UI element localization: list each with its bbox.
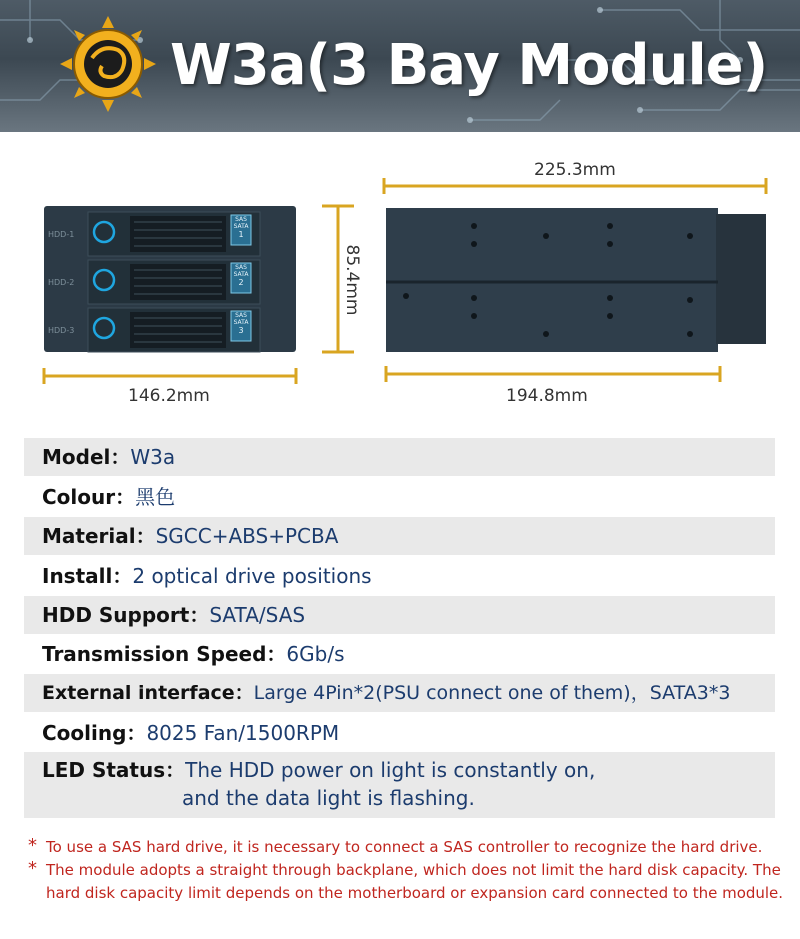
spec-row-external-interface [24, 674, 775, 712]
side-view [386, 208, 766, 352]
asterisk-icon: * [28, 835, 37, 856]
bay-label: HDD-1 [48, 230, 75, 239]
dragon-logo [58, 14, 158, 114]
spec-value: SGCC+ABS+PCBA [155, 524, 339, 548]
spec-row-colour [24, 478, 775, 516]
spec-row-material [24, 517, 775, 555]
spec-key: Material： [42, 524, 156, 548]
spec-value: 2 optical drive positions [132, 564, 372, 588]
notes [28, 836, 788, 905]
dimension-label-height: 85.4mm [342, 244, 362, 316]
spec-key: Install： [42, 564, 133, 588]
spec-row-led-status [24, 752, 775, 818]
spec-key: HDD Support： [42, 603, 210, 627]
asterisk-icon: * [28, 858, 37, 879]
spec-row-install [24, 557, 775, 595]
bay-badge: SAS SATA 2 [233, 264, 249, 287]
product-dimensions-figure [0, 140, 800, 420]
bay-badge: SAS SATA 1 [233, 216, 249, 239]
spec-row-model [24, 438, 775, 476]
spec-key: Transmission Speed： [42, 642, 287, 666]
spec-row-transmission-speed [24, 635, 775, 673]
bay-label: HDD-2 [48, 278, 75, 287]
spec-value: 6Gb/s [286, 642, 345, 666]
note-item: * The module adopts a straight through backplane, which does not limit the hard disk capacity. The hard disk capacity limit depends on the motherboard or expansion card connected to the module. [28, 858, 784, 902]
bay-label: HDD-3 [48, 326, 75, 335]
bay-badge: SAS SATA 3 [233, 312, 249, 335]
note-item: * To use a SAS hard drive, it is necessary to connect a SAS controller to recognize the hard drive. [28, 835, 763, 856]
spec-row-cooling [24, 714, 775, 752]
spec-value: Large 4Pin*2(PSU connect one of them)，SATA3*3 [253, 682, 731, 704]
spec-value-line2: and the data light is flashing. [182, 786, 475, 810]
spec-key: External interface： [42, 682, 254, 704]
spec-value: The HDD power on light is constantly on, [185, 758, 596, 782]
product-drawings [0, 140, 800, 420]
spec-key: Model： [42, 445, 131, 469]
dimension-label-total-length: 225.3mm [534, 160, 616, 180]
title-banner [0, 0, 800, 132]
spec-value: 8025 Fan/1500RPM [146, 721, 340, 745]
page-title: W3a(3 Bay Module) [170, 33, 768, 98]
spec-value: SATA/SAS [209, 603, 306, 627]
spec-value: 黑色 [135, 485, 176, 509]
spec-value: W3a [130, 445, 176, 469]
spec-key: Cooling： [42, 721, 147, 745]
dimension-label-body-length: 194.8mm [506, 386, 588, 406]
dimension-label-front-width: 146.2mm [128, 386, 210, 406]
spec-key: LED Status： [42, 758, 186, 782]
spec-key: Colour： [42, 485, 136, 509]
spec-row-hdd-support [24, 596, 775, 634]
front-panel [44, 206, 296, 352]
